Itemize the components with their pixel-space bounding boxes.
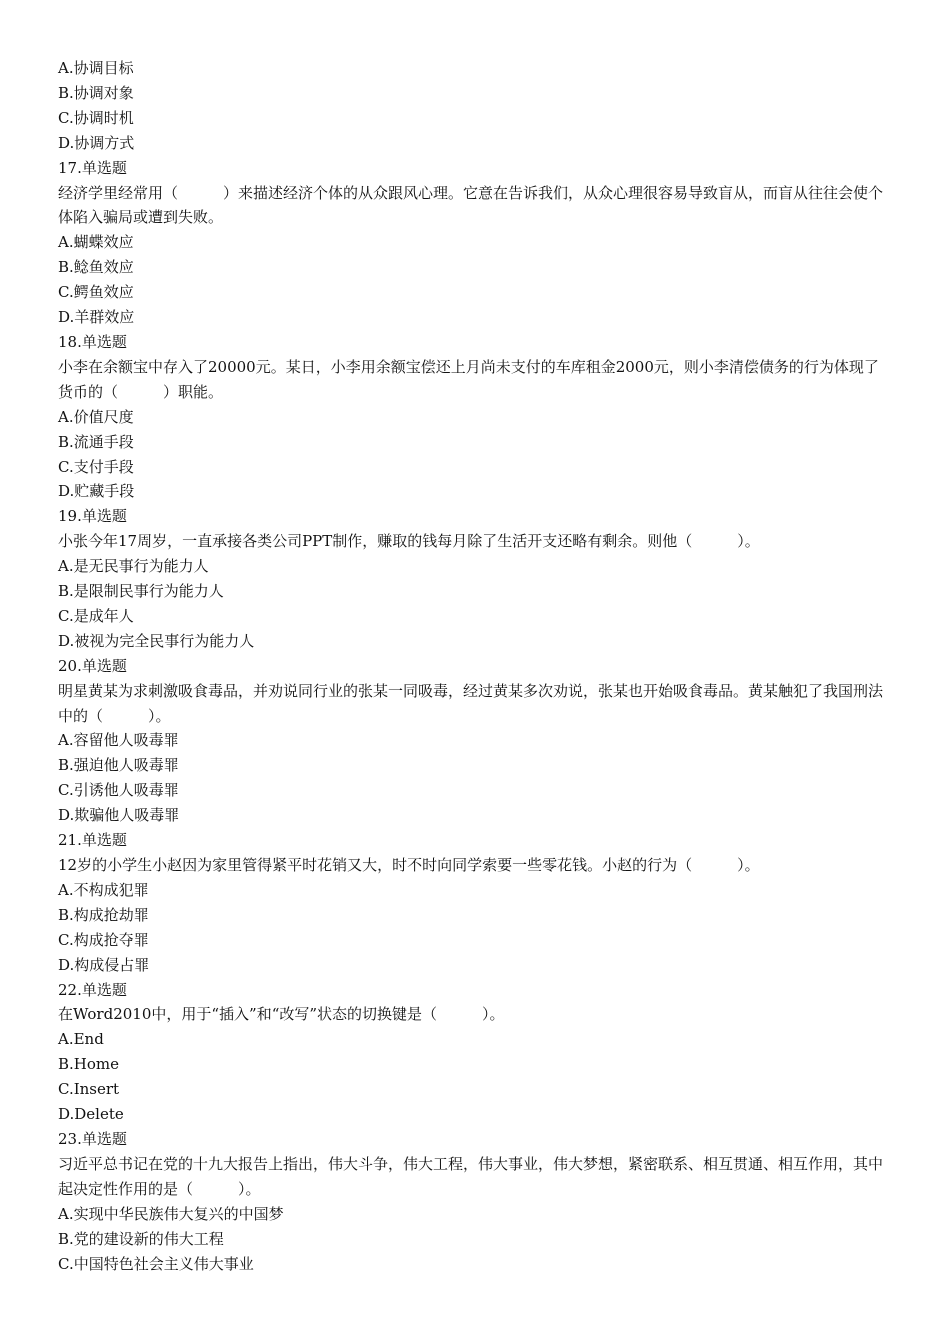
question-stem: 明星黄某为求刺激吸食毒品，并劝说同行业的张某一同吸毒，经过黄某多次劝说，张某也开始吸食毒品。黄某触犯了我国刑法中的（ ）。 xyxy=(58,681,884,725)
option: B.鲶鱼效应 xyxy=(58,258,134,277)
option: D.贮藏手段 xyxy=(58,482,135,501)
option: A.价值尺度 xyxy=(58,407,134,426)
option: A.实现中华民族伟大复兴的中国梦 xyxy=(58,1204,284,1223)
question-header: 19.单选题 xyxy=(58,507,127,526)
question-stem: 小张今年17周岁，一直承接各类公司PPT制作，赚取的钱每月除了生活开支还略有剩余。则他（ ）。 xyxy=(58,532,760,551)
question-21 xyxy=(58,828,888,977)
question-stem: 经济学里经常用（ ）来描述经济个体的从众跟风心理。它意在告诉我们，从众心理很容易导致盲从，而盲从往往会使个体陷入骗局或遭到失败。 xyxy=(58,183,884,227)
question-header: 18.单选题 xyxy=(58,332,127,351)
option: A.是无民事行为能力人 xyxy=(58,557,209,576)
question-stem: 习近平总书记在党的十九大报告上指出，伟大斗争，伟大工程，伟大事业，伟大梦想，紧密联系、相互贯通、相互作用，其中起决定性作用的是（ ）。 xyxy=(58,1154,884,1198)
question-header: 23.单选题 xyxy=(58,1129,127,1148)
option: D.被视为完全民事行为能力人 xyxy=(58,631,255,650)
option: A.协调目标 xyxy=(58,59,134,77)
option: C.是成年人 xyxy=(58,606,134,625)
option: D.构成侵占罪 xyxy=(58,955,150,974)
question-22 xyxy=(58,978,888,1127)
question-17 xyxy=(58,156,888,330)
option: D.协调方式 xyxy=(58,133,135,152)
option: B.党的建设新的伟大工程 xyxy=(58,1229,224,1248)
option: C.Insert xyxy=(58,1080,120,1099)
document-page xyxy=(58,56,888,1276)
question-23 xyxy=(58,1127,888,1276)
question-header: 17.单选题 xyxy=(58,158,127,177)
option: B.是限制民事行为能力人 xyxy=(58,582,224,601)
leading-options xyxy=(58,56,888,156)
option: C.协调时机 xyxy=(58,108,134,127)
option: B.Home xyxy=(58,1055,120,1074)
option: B.强迫他人吸毒罪 xyxy=(58,756,179,775)
question-header: 20.单选题 xyxy=(58,656,127,675)
question-20 xyxy=(58,654,888,828)
option: C.支付手段 xyxy=(58,457,134,476)
option: C.构成抢夺罪 xyxy=(58,930,149,949)
option: A.蝴蝶效应 xyxy=(58,233,134,252)
option: A.不构成犯罪 xyxy=(58,880,149,899)
option: C.引诱他人吸毒罪 xyxy=(58,781,179,800)
question-18 xyxy=(58,330,888,504)
question-header: 21.单选题 xyxy=(58,831,127,850)
option: B.流通手段 xyxy=(58,432,134,451)
question-19 xyxy=(58,504,888,653)
question-stem: 12岁的小学生小赵因为家里管得紧平时花销又大，时不时向同学索要一些零花钱。小赵的行为（ ）。 xyxy=(58,856,760,874)
option: B.构成抢劫罪 xyxy=(58,905,149,924)
option: A.容留他人吸毒罪 xyxy=(58,731,179,750)
question-stem: 在Word2010中，用于“插入”和“改写”状态的切换键是（ ）。 xyxy=(58,1005,505,1024)
option: C.中国特色社会主义伟大事业 xyxy=(58,1254,254,1273)
question-stem: 小李在余额宝中存入了20000元。某日，小李用余额宝偿还上月尚未支付的车库租金2000元，则小李清偿债务的行为体现了货币的（ ）职能。 xyxy=(58,357,879,401)
question-header: 22.单选题 xyxy=(58,980,127,999)
option: D.Delete xyxy=(58,1105,124,1124)
option: D.羊群效应 xyxy=(58,308,135,327)
option: C.鳄鱼效应 xyxy=(58,283,134,302)
option: D.欺骗他人吸毒罪 xyxy=(58,806,180,825)
option: A.End xyxy=(58,1030,104,1049)
option: B.协调对象 xyxy=(58,83,134,102)
